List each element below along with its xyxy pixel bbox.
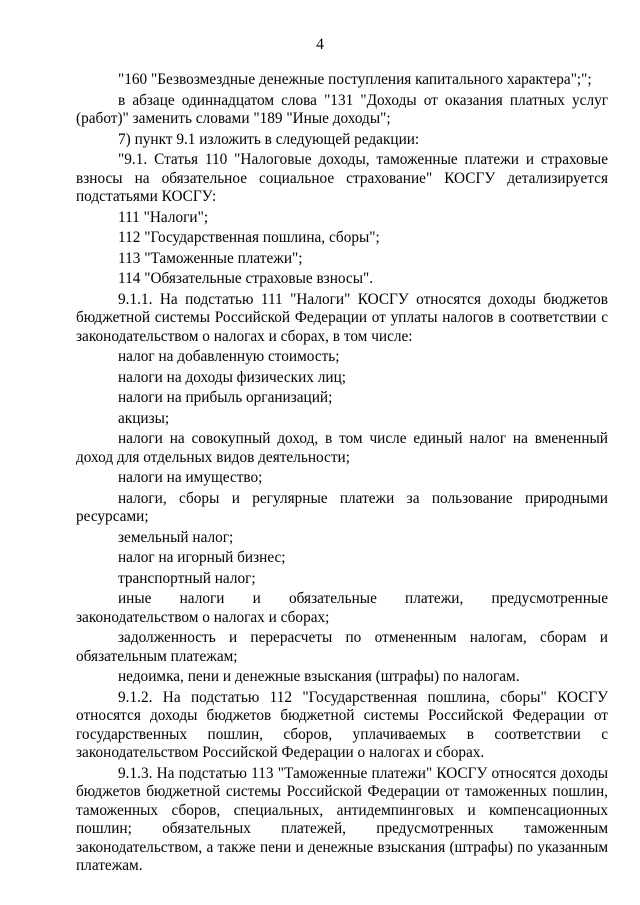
paragraph-9-1-2: 9.1.2. На подстатью 112 "Государственная пошлина, сборы" КОСГУ относятся доходы бюджетов бюджетной системы Российской Федерации от государственных пошлин, сборов, уплачиваемых в соответствии с законодательством Российской Федерации о налогах и сборах. (76, 688, 608, 761)
paragraph-amendment-160: "160 "Безвозмездные денежные поступления капитального характера";"; (118, 71, 592, 88)
paragraph-9-1-1: 9.1.1. На подстатью 111 "Налоги" КОСГУ относятся доходы бюджетов бюджетной системы Российской Федерации от уплаты налогов в соответствии с законодательством о налогах и сборах, в том числе: (76, 290, 608, 345)
paragraph-amendment-eleventh: в абзаце одиннадцатом слова "131 "Доходы от оказания платных услуг (работ)" заменить словами "189 "Иные доходы"; (76, 91, 608, 127)
list-item-114: 114 "Обязательные страховые взносы". (118, 270, 374, 287)
tax-item-penalties: недоимка, пени и денежные взыскания (штрафы) по налогам. (118, 668, 520, 685)
tax-item-corporate-profit: налоги на прибыль организаций; (118, 389, 333, 406)
tax-item-aggregate-income: налоги на совокупный доход, в том числе единый налог на вмененный доход для отдельных видов деятельности; (76, 430, 608, 466)
list-item-113: 113 "Таможенные платежи"; (118, 249, 303, 267)
tax-item-land: земельный налог; (118, 528, 234, 546)
tax-item-other: иные налоги и обязательные платежи, предусмотренные законодательством о налогах и сборах; (76, 590, 608, 626)
tax-item-vat: налог на добавленную стоимость; (118, 348, 340, 365)
document-body (76, 71, 608, 876)
tax-item-natural-resources: налоги, сборы и регулярные платежи за пользование природными ресурсами; (76, 489, 608, 525)
tax-item-transport: транспортный налог; (118, 569, 256, 587)
page-number: 4 (316, 36, 324, 53)
list-item-112: 112 "Государственная пошлина, сборы"; (118, 229, 380, 246)
paragraph-9-1: "9.1. Статья 110 "Налоговые доходы, таможенные платежи и страховые взносы на обязательное социальное страхование" КОСГУ детализируется подстатьями КОСГУ: (76, 151, 608, 205)
tax-item-excise: акцизы; (118, 409, 170, 427)
paragraph-item-7: 7) пункт 9.1 изложить в следующей редакции: (118, 130, 420, 148)
tax-item-personal-income: налоги на доходы физических лиц; (118, 368, 347, 386)
tax-item-property: налоги на имущество; (118, 469, 263, 486)
tax-item-arrears: задолженность и перерасчеты по отмененным налогам, сборам и обязательным платежам; (76, 629, 608, 665)
tax-item-gambling: налог на игорный бизнес; (118, 549, 286, 566)
paragraph-9-1-3: 9.1.3. На подстатью 113 "Таможенные платежи" КОСГУ относятся доходы бюджетов бюджетной системы Российской Федерации от таможенных пошлин, таможенных сборов, специальных, антидемпинговых и компенсационных пошлин; обязательных платежей, предусмотренных таможенным законодательством, а также пени и денежные взыскания (штрафы) по указанным платежам. (76, 764, 608, 874)
list-item-111: 111 "Налоги"; (118, 208, 209, 226)
